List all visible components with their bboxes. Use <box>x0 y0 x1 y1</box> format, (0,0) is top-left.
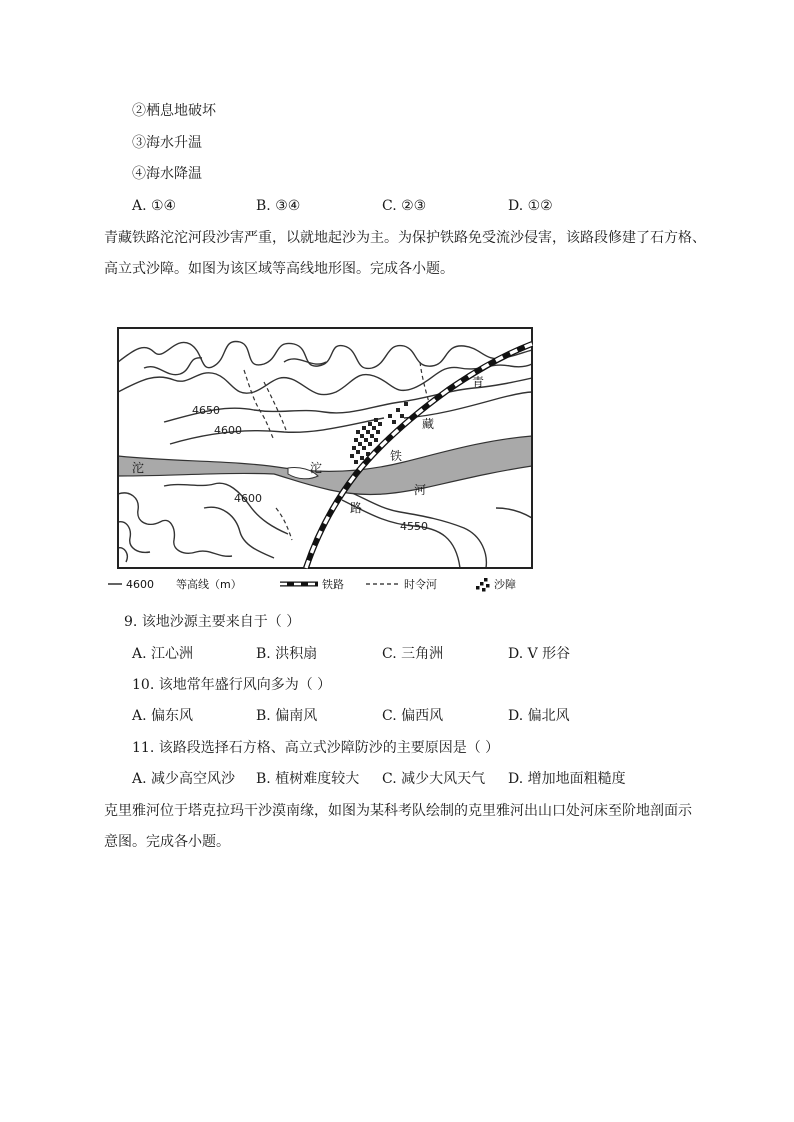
prev-option-b[interactable]: B. ③④ <box>256 198 301 214</box>
q9-option-d[interactable]: D. V 形谷 <box>508 646 571 662</box>
intro2-line1: 克里雅河位于塔克拉玛干沙漠南缘，如图为某科考队绘制的克里雅河出山口处河床至阶地剖面示 <box>104 803 692 819</box>
legend-railway-label: 铁路 <box>322 578 344 591</box>
map-legend <box>108 577 516 592</box>
q10-option-c[interactable]: C. 偏西风 <box>382 708 444 724</box>
legend-contour-value: 4600 <box>126 578 154 591</box>
prev-option-c[interactable]: C. ②③ <box>382 198 427 214</box>
q9-option-c[interactable]: C. 三角洲 <box>382 646 444 662</box>
q11-option-d[interactable]: D. 增加地面粗糙度 <box>508 771 626 787</box>
prev-item-4: ④海水降温 <box>132 166 202 182</box>
question-9-stem: 9. 该地沙源主要来自于（ ） <box>124 614 301 630</box>
q9-option-a[interactable]: A. 江心洲 <box>132 646 194 662</box>
prev-option-a[interactable]: A. ①④ <box>132 198 177 214</box>
contour-line <box>204 507 274 558</box>
contour-line <box>118 341 532 368</box>
river <box>118 436 532 494</box>
q10-option-d[interactable]: D. 偏北风 <box>508 708 570 724</box>
contour-line <box>118 364 532 395</box>
q11-option-a[interactable]: A. 减少高空风沙 <box>132 771 236 787</box>
intro2-line2: 意图。完成各小题。 <box>104 834 230 850</box>
contour-line <box>496 508 532 518</box>
river-char-1: 沱 <box>132 461 145 475</box>
q10-option-b[interactable]: B. 偏南风 <box>256 708 318 724</box>
q11-option-b[interactable]: B. 植树难度较大 <box>256 771 360 787</box>
contour-line <box>118 493 232 556</box>
railway-char-1: 青 <box>472 375 485 389</box>
railway-char-3: 铁 <box>390 449 403 463</box>
intro1-line2: 高立式沙障。如图为该区域等高线地形图。完成各小题。 <box>104 261 454 277</box>
contour-line <box>164 483 288 534</box>
railway-char-2: 藏 <box>422 417 435 431</box>
river-char-3: 河 <box>414 483 427 497</box>
contour-line <box>170 418 384 444</box>
prev-item-2: ②栖息地破坏 <box>132 103 216 119</box>
q11-option-c[interactable]: C. 减少大风天气 <box>382 771 486 787</box>
prev-option-d[interactable]: D. ①② <box>508 198 553 214</box>
seasonal-river <box>244 370 274 440</box>
seasonal-river <box>264 382 286 430</box>
contour-label-4550: 4550 <box>400 520 428 533</box>
contour-label-4650: 4650 <box>192 404 220 417</box>
contour-line <box>144 358 202 375</box>
q9-option-b[interactable]: B. 洪积扇 <box>256 646 318 662</box>
contour-line <box>284 359 326 364</box>
contour-label-4600-upper: 4600 <box>214 424 242 437</box>
question-10-stem: 10. 该地常年盛行风向多为（ ） <box>132 677 332 693</box>
legend-seasonal-river-label: 时令河 <box>404 578 437 591</box>
legend-sand-barrier-sample <box>476 578 490 592</box>
prev-item-3: ③海水升温 <box>132 135 202 151</box>
legend-contour-label: 等高线（m） <box>176 578 242 591</box>
contour-line <box>118 548 127 562</box>
question-11-stem: 11. 该路段选择石方格、高立式沙障防沙的主要原因是（ ） <box>132 740 500 756</box>
contour-map <box>104 322 538 600</box>
railway-char-4: 路 <box>350 501 363 515</box>
contour-label-4600-lower: 4600 <box>234 492 262 505</box>
intro1-line1: 青藏铁路沱沱河段沙害严重，以就地起沙为主。为保护铁路免受流沙侵害，该路段修建了石方格、 <box>104 230 706 246</box>
q10-option-a[interactable]: A. 偏东风 <box>132 708 194 724</box>
legend-sand-barrier-label: 沙障 <box>494 578 516 591</box>
river-char-2: 沱 <box>310 461 323 475</box>
seasonal-river <box>276 508 292 540</box>
